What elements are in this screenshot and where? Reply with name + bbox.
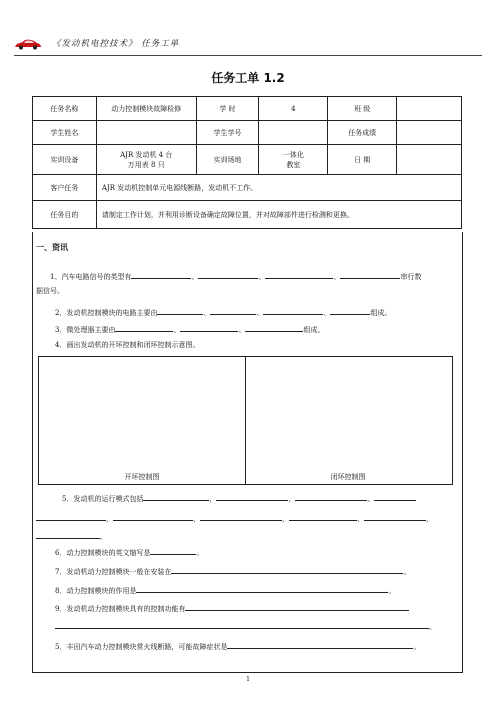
q7-blank[interactable] (171, 565, 403, 574)
q9-text: 9．发动机动力控制模块具有的控制功能有 (55, 605, 186, 613)
question-2 (55, 306, 391, 318)
hours-value: 4 (259, 97, 328, 121)
equipment-line-2: 万用表 8 只 (127, 160, 165, 169)
sep: 、 (191, 273, 199, 281)
class-field[interactable] (397, 97, 462, 121)
q1-blank-3[interactable] (265, 270, 333, 279)
date-field[interactable] (397, 145, 462, 175)
q1-tail: 串行数 (400, 273, 422, 281)
q5-blank-6[interactable] (113, 512, 193, 521)
site-label: 实训场地 (196, 145, 259, 175)
q7-text: 7．发动机动力控制模块一般在安装在 (55, 568, 172, 576)
task-name-label: 任务名称 (33, 97, 97, 121)
sep: 。 (388, 587, 396, 595)
site-value (259, 145, 328, 175)
sep: 。 (429, 623, 436, 631)
sep: 。 (196, 549, 204, 557)
score-field[interactable] (397, 121, 462, 145)
q5-line-2 (36, 512, 433, 524)
sep: ， (106, 515, 113, 523)
sep: 、 (173, 326, 181, 334)
student-id-field[interactable] (259, 121, 328, 145)
q10-text: 5．丰田汽车动力控制模块常火线断路，可能故障症状是 (55, 643, 228, 651)
q8-blank[interactable] (136, 584, 388, 593)
diagram-divider (245, 357, 246, 484)
question-1 (50, 270, 421, 282)
q3-blank-3[interactable] (245, 323, 303, 332)
q5-blank-9[interactable] (364, 512, 426, 521)
equipment-label: 实训设备 (33, 145, 97, 175)
q9-blank-1[interactable] (185, 602, 409, 611)
table-row (33, 145, 462, 175)
q5-blank-8[interactable] (289, 512, 357, 521)
sep: 、 (203, 309, 211, 317)
q1-blank-4[interactable] (340, 270, 400, 279)
open-loop-caption: 开环控制图 (124, 473, 160, 481)
sep: 。 (403, 568, 411, 576)
q2-blank-1[interactable] (157, 306, 203, 315)
sep: 、 (357, 515, 364, 523)
table-row (33, 97, 462, 121)
hours-label: 学 时 (196, 97, 259, 121)
sep: 、 (258, 273, 266, 281)
customer-task-label: 客户任务 (33, 175, 97, 201)
sep: ， (288, 495, 296, 503)
site-line-1: 一体化 (282, 150, 304, 159)
closed-loop-caption: 闭环控制图 (330, 473, 366, 481)
q3-text: 3．微处理器主要由 (55, 326, 116, 334)
question-8 (55, 584, 395, 596)
student-id-label: 学生学号 (196, 121, 259, 145)
table-row (33, 201, 462, 229)
table-row (33, 175, 462, 201)
sep: ， (282, 515, 289, 523)
question-6 (55, 546, 203, 558)
sep: 、 (323, 309, 331, 317)
q5-line-3 (36, 530, 107, 542)
q1-text: 1、汽车电路信号的类型有 (50, 273, 132, 281)
q1-continuation: 据信号。 (36, 287, 64, 295)
q5-blank-4[interactable] (374, 492, 416, 501)
question-3 (55, 323, 324, 335)
sep: 。 (413, 643, 421, 651)
question-10 (55, 640, 420, 652)
q5-blank-5[interactable] (36, 512, 106, 521)
q6-text: 6．动力控制模块的英文缩写是 (55, 549, 151, 557)
task-info-table (32, 96, 462, 229)
task-goal-value: 请制定工作计划，并利用诊断设备确定故障位置，并对故障部件进行检测和更换。 (96, 201, 461, 229)
q10-blank[interactable] (227, 640, 413, 649)
sep: 、 (256, 309, 264, 317)
equipment-value (96, 145, 196, 175)
q6-blank[interactable] (150, 546, 196, 555)
header-title: 《发动机电控技术》 任务工单 (52, 39, 180, 49)
red-car-icon (14, 38, 42, 50)
page-number: 1 (246, 676, 250, 683)
q2-blank-3[interactable] (263, 306, 323, 315)
q2-blank-2[interactable] (210, 306, 256, 315)
q5-text: 5．发动机的运行模式包括 (62, 495, 144, 503)
q9-blank-2[interactable] (55, 620, 429, 629)
task-name-value: 动力控制模块故障检修 (96, 97, 196, 121)
class-label: 班 级 (328, 97, 397, 121)
student-name-field[interactable] (96, 121, 196, 145)
q2-blank-4[interactable] (330, 306, 370, 315)
sep: 、 (333, 273, 341, 281)
q2-text: 2．发动机控制模块的电路主要由 (55, 309, 158, 317)
question-9 (55, 602, 409, 614)
customer-task-value: AJR 发动机控制单元电源线断路，发动机不工作。 (96, 175, 461, 201)
document-title: 任务工单 1.2 (211, 71, 285, 85)
task-goal-label: 任务目的 (33, 201, 97, 229)
q5-blank-7[interactable] (200, 512, 282, 521)
sep: 、 (367, 495, 375, 503)
q8-text: 8．动力控制模块的作用是 (55, 587, 137, 595)
question-7 (55, 565, 410, 577)
q5-blank-10[interactable] (36, 530, 100, 539)
q1-blank-2[interactable] (198, 270, 258, 279)
section-heading: 一、资讯 (36, 243, 68, 252)
q5-blank-2[interactable] (216, 492, 288, 501)
sep: 、 (238, 326, 246, 334)
table-row (33, 121, 462, 145)
equipment-line-1: AJR 发动机 4 台 (120, 150, 173, 159)
q5-blank-3[interactable] (295, 492, 367, 501)
student-name-label: 学生姓名 (33, 121, 97, 145)
header-rule (14, 55, 482, 56)
q3-blank-2[interactable] (180, 323, 238, 332)
q3-tail: 组成。 (303, 326, 325, 334)
site-line-2: 教室 (286, 160, 301, 169)
score-label: 任务成绩 (328, 121, 397, 145)
q1-blank-1[interactable] (131, 270, 191, 279)
question-4: 4．画出发动机的开环控制和闭环控制示意图。 (55, 341, 200, 349)
control-diagram-area (38, 356, 453, 485)
sep: ， (426, 515, 433, 523)
question-5 (62, 492, 416, 504)
page-header (14, 34, 474, 52)
q5-blank-1[interactable] (143, 492, 209, 501)
sep: 。 (100, 533, 107, 541)
q3-blank-1[interactable] (115, 323, 173, 332)
q2-tail: 组成。 (370, 309, 392, 317)
sep: ， (193, 515, 200, 523)
q9-line-2 (55, 620, 436, 632)
sep: ， (209, 495, 217, 503)
date-label: 日 期 (328, 145, 397, 175)
